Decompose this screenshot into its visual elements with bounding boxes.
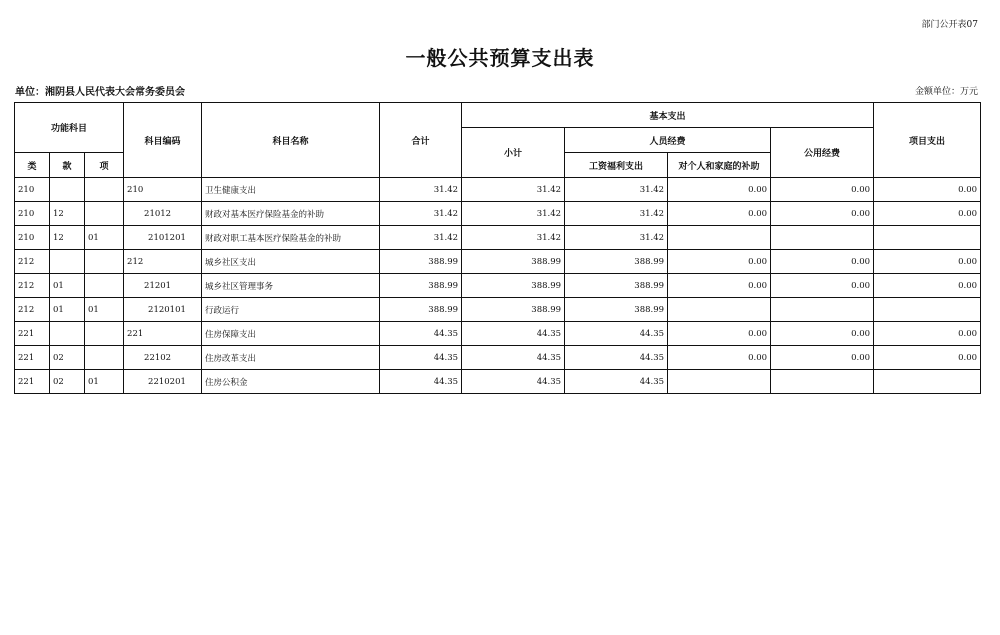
cell-project: 0.00: [874, 322, 981, 346]
cell-subsidy: 0.00: [668, 274, 771, 298]
cell-total: 388.99: [380, 274, 462, 298]
cell-subtotal: 44.35: [462, 370, 565, 394]
page-title: 一般公共预算支出表: [405, 46, 595, 70]
cell-lei: 210: [15, 178, 50, 202]
cell-subsidy: [668, 298, 771, 322]
cell-kuan: 02: [50, 346, 85, 370]
cell-kuan: [50, 250, 85, 274]
cell-salary: 44.35: [565, 346, 668, 370]
cell-salary: 388.99: [565, 298, 668, 322]
cell-kuan: 01: [50, 274, 85, 298]
header-personnel: 人员经费: [565, 128, 771, 153]
cell-salary: 44.35: [565, 370, 668, 394]
cell-subtotal: 388.99: [462, 250, 565, 274]
cell-salary: 388.99: [565, 250, 668, 274]
cell-kuan: 12: [50, 226, 85, 250]
cell-lei: 210: [15, 202, 50, 226]
form-number: 部门公开表07: [921, 20, 978, 30]
cell-total: 388.99: [380, 250, 462, 274]
cell-project: 0.00: [874, 250, 981, 274]
budget-table: [14, 102, 981, 394]
cell-lei: 221: [15, 346, 50, 370]
cell-code: 2120101: [124, 298, 202, 322]
cell-name: 行政运行: [202, 298, 380, 322]
table-row: [15, 178, 981, 202]
cell-total: 31.42: [380, 202, 462, 226]
header-subtotal: 小计: [462, 128, 565, 178]
cell-name: 财政对职工基本医疗保险基金的补助: [202, 226, 380, 250]
cell-subsidy: 0.00: [668, 322, 771, 346]
header-kuan: 款: [50, 153, 85, 178]
cell-subsidy: 0.00: [668, 346, 771, 370]
cell-xiang: [85, 178, 124, 202]
unit-label: 单位：湘阴县人民代表大会常务委员会: [15, 87, 185, 98]
cell-subtotal: 31.42: [462, 178, 565, 202]
cell-name: 卫生健康支出: [202, 178, 380, 202]
table-row: [15, 370, 981, 394]
cell-xiang: 01: [85, 226, 124, 250]
header-subject-code: 科目编码: [124, 103, 202, 178]
cell-xiang: [85, 274, 124, 298]
cell-lei: 210: [15, 226, 50, 250]
cell-project: 0.00: [874, 178, 981, 202]
header-individual-subsidy: 对个人和家庭的补助: [668, 153, 771, 178]
cell-kuan: 01: [50, 298, 85, 322]
cell-subtotal: 44.35: [462, 346, 565, 370]
cell-subsidy: [668, 226, 771, 250]
cell-xiang: [85, 322, 124, 346]
cell-public: 0.00: [771, 274, 874, 298]
cell-lei: 221: [15, 322, 50, 346]
header-basic-expenditure: 基本支出: [462, 103, 874, 128]
cell-lei: 212: [15, 274, 50, 298]
table-row: [15, 202, 981, 226]
cell-name: 城乡社区支出: [202, 250, 380, 274]
cell-kuan: [50, 322, 85, 346]
table-row: [15, 226, 981, 250]
cell-kuan: [50, 178, 85, 202]
cell-xiang: [85, 346, 124, 370]
cell-subsidy: 0.00: [668, 202, 771, 226]
cell-public: [771, 226, 874, 250]
header-total: 合计: [380, 103, 462, 178]
cell-salary: 31.42: [565, 202, 668, 226]
cell-total: 388.99: [380, 298, 462, 322]
amount-unit-label: 金额单位：万元: [914, 87, 978, 97]
cell-public: [771, 370, 874, 394]
cell-xiang: 01: [85, 298, 124, 322]
cell-salary: 388.99: [565, 274, 668, 298]
header-function-subject: 功能科目: [15, 103, 124, 153]
header-project-expenditure: 项目支出: [874, 103, 981, 178]
cell-code: 221: [124, 322, 202, 346]
cell-subtotal: 388.99: [462, 274, 565, 298]
cell-code: 2101201: [124, 226, 202, 250]
cell-project: 0.00: [874, 274, 981, 298]
cell-kuan: 12: [50, 202, 85, 226]
cell-salary: 31.42: [565, 226, 668, 250]
table-row: [15, 274, 981, 298]
cell-subtotal: 388.99: [462, 298, 565, 322]
header-xiang: 项: [85, 153, 124, 178]
cell-total: 44.35: [380, 322, 462, 346]
cell-total: 31.42: [380, 226, 462, 250]
cell-total: 31.42: [380, 178, 462, 202]
cell-public: 0.00: [771, 346, 874, 370]
cell-lei: 221: [15, 370, 50, 394]
cell-code: 210: [124, 178, 202, 202]
header-subject-name: 科目名称: [202, 103, 380, 178]
cell-public: [771, 298, 874, 322]
header-public-funds: 公用经费: [771, 128, 874, 178]
cell-name: 财政对基本医疗保险基金的补助: [202, 202, 380, 226]
cell-name: 城乡社区管理事务: [202, 274, 380, 298]
cell-project: 0.00: [874, 202, 981, 226]
cell-project: [874, 370, 981, 394]
cell-code: 21201: [124, 274, 202, 298]
cell-subsidy: 0.00: [668, 250, 771, 274]
cell-code: 21012: [124, 202, 202, 226]
table-row: [15, 346, 981, 370]
cell-subtotal: 44.35: [462, 322, 565, 346]
cell-public: 0.00: [771, 202, 874, 226]
cell-lei: 212: [15, 250, 50, 274]
cell-public: 0.00: [771, 322, 874, 346]
cell-name: 住房公积金: [202, 370, 380, 394]
cell-xiang: 01: [85, 370, 124, 394]
header-salary-welfare: 工资福利支出: [565, 153, 668, 178]
cell-subtotal: 31.42: [462, 226, 565, 250]
cell-name: 住房改革支出: [202, 346, 380, 370]
cell-code: 2210201: [124, 370, 202, 394]
cell-subsidy: [668, 370, 771, 394]
cell-subsidy: 0.00: [668, 178, 771, 202]
cell-xiang: [85, 250, 124, 274]
cell-code: 22102: [124, 346, 202, 370]
cell-project: [874, 298, 981, 322]
cell-public: 0.00: [771, 250, 874, 274]
cell-lei: 212: [15, 298, 50, 322]
cell-total: 44.35: [380, 370, 462, 394]
table-row: [15, 250, 981, 274]
cell-total: 44.35: [380, 346, 462, 370]
table-row: [15, 298, 981, 322]
cell-code: 212: [124, 250, 202, 274]
cell-subtotal: 31.42: [462, 202, 565, 226]
header-lei: 类: [15, 153, 50, 178]
cell-xiang: [85, 202, 124, 226]
cell-project: 0.00: [874, 346, 981, 370]
cell-project: [874, 226, 981, 250]
cell-salary: 44.35: [565, 322, 668, 346]
cell-name: 住房保障支出: [202, 322, 380, 346]
cell-salary: 31.42: [565, 178, 668, 202]
cell-public: 0.00: [771, 178, 874, 202]
table-row: [15, 322, 981, 346]
cell-kuan: 02: [50, 370, 85, 394]
